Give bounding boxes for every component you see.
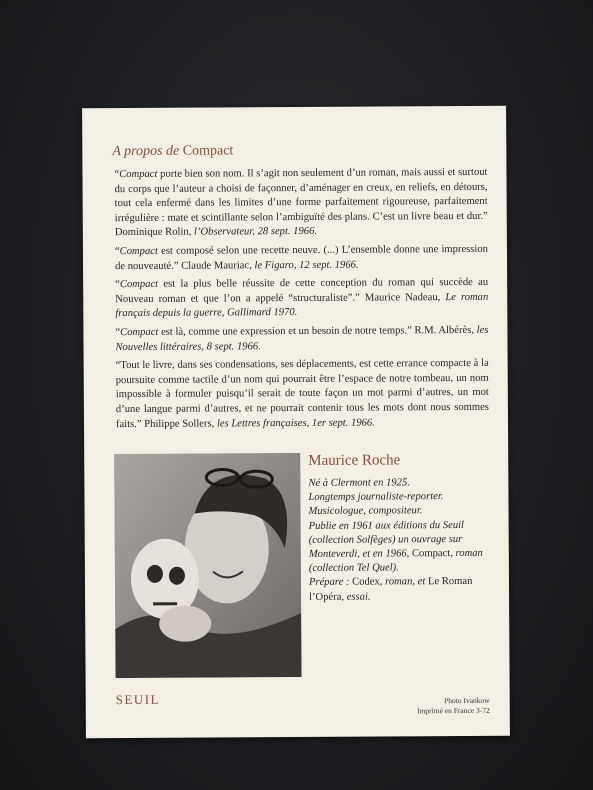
text-run: Compact (119, 245, 158, 258)
press-quotes (114, 166, 489, 436)
text-run: Le roman français depuis la guerre, Gallimard 1970. (115, 291, 489, 320)
bio-line (309, 518, 491, 576)
text-run: est la plus belle réussite de cette conception du roman qui succède au Nouveau roman et que l’on a appelé “structuraliste”.” Maurice Nadeau, (115, 276, 489, 305)
text-run: “Tout le livre, dans ses condensations, ses déplacements, est cette errance compacte à la poursuite comme tactile d’un nom qui pourrait être l’espace de notre tombeau, un nom impossible à formuler puisqu’il serait de toute façon un mot parmi d’autres, un mot d’une langue parmi d’autres, et ne pourrait contenir tous les mots dont nous sommes faits.” Philippe Sollers, (115, 357, 489, 430)
credits (417, 696, 490, 716)
text-run: roman (collection Tel Quel). (308, 547, 483, 575)
text-run: “ (115, 327, 121, 339)
text-run: est composé selon une recette neuve. (...) L’ensemble donne une impression de nouveauté.” Claude Mauriac, (115, 243, 488, 272)
text-run: essai. (344, 591, 371, 603)
text-run: l’Observateur, 28 sept. 1966. (193, 226, 318, 238)
author-name: Maurice Roche (308, 452, 401, 469)
quote (115, 243, 488, 274)
text-run: Compact (119, 278, 159, 291)
bio-line (309, 504, 491, 519)
text-run: “ (115, 279, 120, 291)
photo-credit: Photo Ivankow (444, 695, 490, 706)
text-run: Musicologue, compositeur. (308, 505, 423, 518)
text-run: roman, et (382, 576, 428, 588)
text-run: Longtemps journaliste-reporter. (308, 491, 444, 504)
heading-prefix: A propos de (112, 143, 180, 160)
text-run: le Figaro, 12 sept. 1966. (254, 259, 359, 271)
author-bio (308, 476, 491, 605)
text-run: porte bien son nom. Il s’agit non seulement d’un roman, mais aussi et surtout du corps que l’auteur a choisi de façonner, d’aménager en creux, en reliefs, en détours, tout cela enfermé dans les limites d’une forme parfaitement rigoureuse, parfaitement irrégulière : mate et scintillante selon l’ambiguïté des plans. C’est un livre beau et dur.” Dominique Rolin, (114, 166, 488, 239)
quote (114, 166, 487, 241)
text-run: Codex, (352, 576, 383, 589)
text-run: Compact (119, 168, 158, 181)
text-run: Compact, (411, 548, 453, 560)
book-back-cover (82, 106, 510, 739)
print-info: Imprimé en France 3-72 (417, 705, 490, 716)
portrait-image (114, 453, 301, 678)
author-photo (114, 453, 301, 678)
text-run: Prépare : (308, 577, 353, 589)
text-run: Compact (120, 326, 159, 339)
publisher-name: SEUIL (115, 691, 161, 708)
text-run: Publie en 1961 aux éditions du Seuil (collection Solfèges) un ouvrage sur Monteverdi, et en 1966, (308, 519, 465, 560)
text-run: Le Roman l’Opéra, (309, 576, 473, 603)
quote (115, 276, 488, 322)
text-run: “ (114, 246, 120, 258)
text-run: est là, comme une expression et un besoin de notre temps.” R.M. Albérès, (158, 324, 477, 338)
bio-line (308, 476, 490, 491)
quote (116, 357, 489, 432)
bio-line (308, 490, 490, 505)
text-run: les Nouvelles littéraires, 8 sept. 1966. (115, 324, 489, 353)
heading (112, 143, 233, 160)
text-run: Né à Clermont en 1925. (308, 477, 410, 489)
quote (115, 324, 488, 355)
bio-line (309, 575, 491, 605)
heading-title: Compact (182, 143, 234, 159)
text-run: les Lettres françaises, 1er sept. 1966. (216, 417, 375, 429)
text-run: “ (114, 169, 120, 181)
